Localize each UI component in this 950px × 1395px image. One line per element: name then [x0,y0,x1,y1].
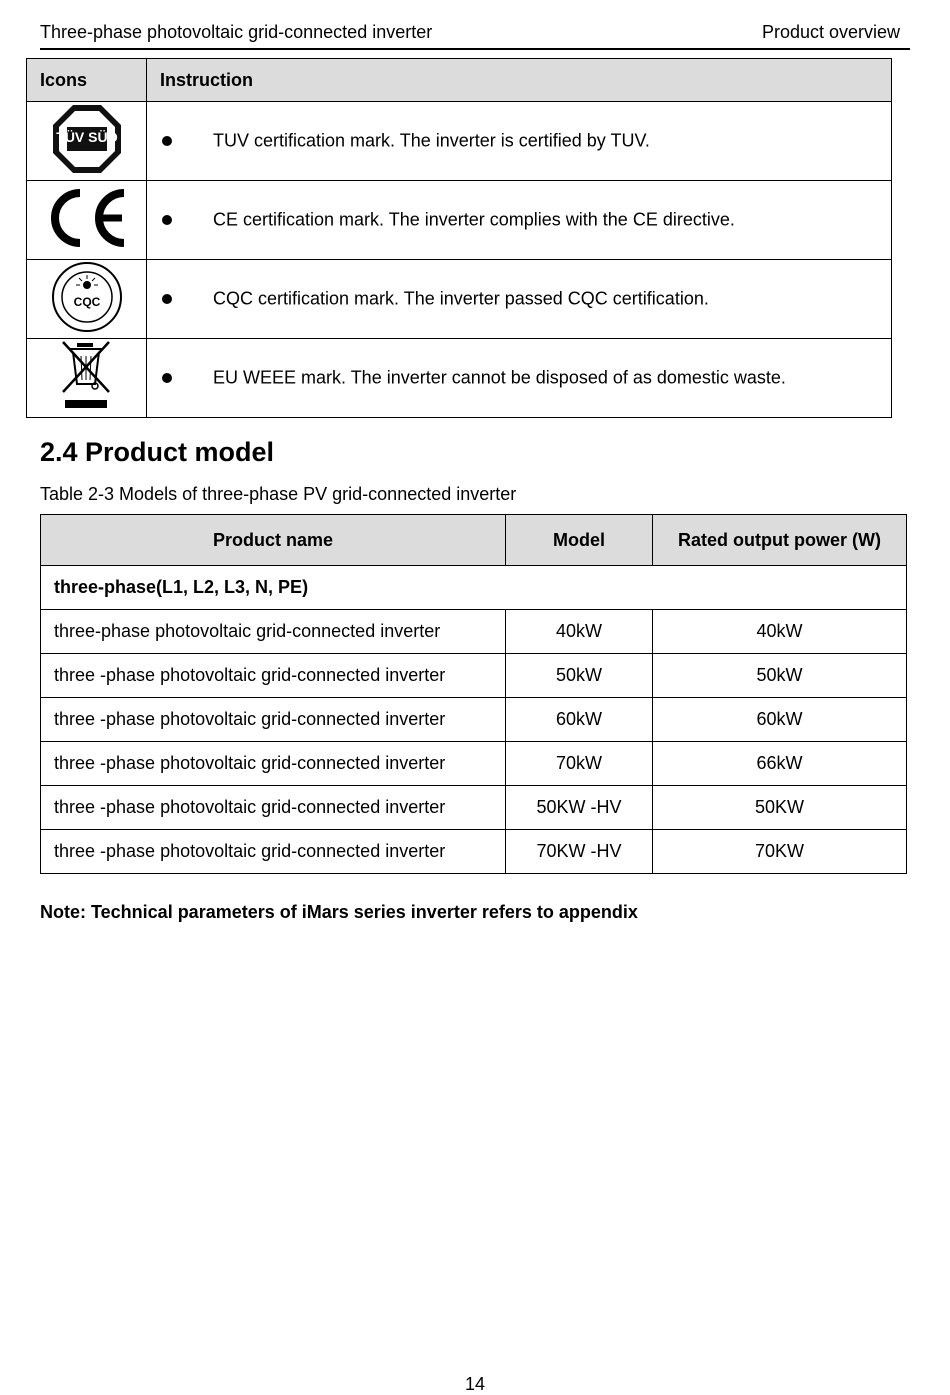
icons-table-header [27,59,892,102]
bullet-icon [162,215,172,225]
svg-text:CE: CE [43,186,45,188]
rated-power-cell: 50KW [653,786,907,830]
icon-row-tuv [27,102,892,181]
rated-power-cell: 40kW [653,610,907,654]
product-name-cell: three -phase photovoltaic grid-connected inverter [41,742,506,786]
rated-power-cell: 50kW [653,654,907,698]
page-number: 14 [464,1374,486,1394]
table-row [41,830,907,874]
tuv-mark-icon [51,103,123,175]
svg-text:TÜV SÜD: TÜV SÜD [55,128,118,145]
instruction-cell [147,181,892,260]
instruction-cell [147,102,892,181]
col-rated-power-header: Rated output power (W) [653,515,907,566]
table-row [41,786,907,830]
instruction-cell [147,260,892,339]
model-cell: 70KW -HV [506,830,653,874]
model-cell: 50kW [506,654,653,698]
rated-power-cell: 70KW [653,830,907,874]
svg-text:CQC: CQC [73,294,100,309]
table-caption: Table 2-3 Models of three-phase PV grid-connected inverter [40,484,517,504]
instruction-text: EU WEEE mark. The inverter cannot be disposed of as domestic waste. [213,367,786,388]
model-table [40,514,907,874]
col-instruction-header: Instruction [147,59,892,102]
icons-table [26,58,892,418]
group-label: three-phase(L1, L2, L3, N, PE) [41,566,907,610]
table-row [41,698,907,742]
instruction-text: CE certification mark. The inverter complies with the CE directive. [213,209,735,230]
model-cell: 60kW [506,698,653,742]
table-row [41,742,907,786]
col-icons-header: Icons [27,59,147,102]
header-document-title: Three-phase photovoltaic grid-connected inverter [40,22,433,42]
product-name-cell: three -phase photovoltaic grid-connected inverter [41,786,506,830]
cqc-mark-icon [51,261,123,333]
product-name-cell: three-phase photovoltaic grid-connected inverter [41,610,506,654]
table-row [41,654,907,698]
page-header [40,22,910,50]
icon-row-weee [27,339,892,418]
col-model-header: Model [506,515,653,566]
icon-cell [27,102,147,181]
bullet-icon [162,294,172,304]
product-name-cell: three -phase photovoltaic grid-connected inverter [41,698,506,742]
model-cell: 70kW [506,742,653,786]
note-text: Note: Technical parameters of iMars series inverter refers to appendix [40,902,638,922]
icon-cell [27,339,147,418]
bullet-icon [162,136,172,146]
header-chapter-title: Product overview [761,22,900,42]
table-row [41,610,907,654]
icon-row-cqc [27,260,892,339]
weee-bin-icon [59,340,115,412]
model-table-header [41,515,907,566]
col-product-name-header: Product name [41,515,506,566]
product-name-cell: three -phase photovoltaic grid-connected inverter [41,654,506,698]
icon-cell [27,260,147,339]
model-cell: 50KW -HV [506,786,653,830]
ce-mark-icon [44,187,130,249]
instruction-cell [147,339,892,418]
bullet-icon [162,373,172,383]
instruction-text: CQC certification mark. The inverter passed CQC certification. [213,288,709,309]
model-cell: 40kW [506,610,653,654]
icon-cell [27,181,147,260]
product-name-cell: three -phase photovoltaic grid-connected inverter [41,830,506,874]
rated-power-cell: 66kW [653,742,907,786]
instruction-text: TUV certification mark. The inverter is certified by TUV. [213,130,650,151]
group-row [41,566,907,610]
rated-power-cell: 60kW [653,698,907,742]
icon-row-ce [27,181,892,260]
section-title: 2.4 Product model [40,437,275,467]
